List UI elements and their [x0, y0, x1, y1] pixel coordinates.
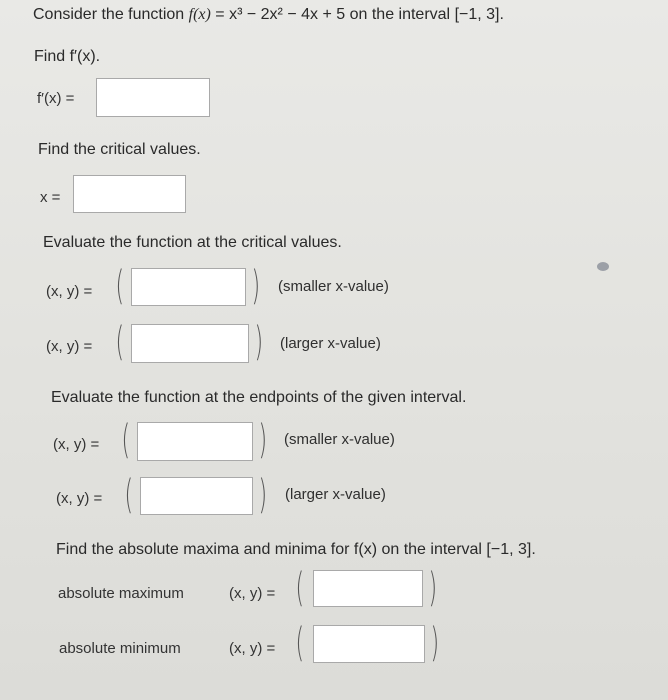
- eval-endpoints-smaller-note: (smaller x-value): [284, 431, 395, 448]
- open-paren: (: [295, 565, 305, 611]
- open-paren: (: [295, 620, 305, 666]
- close-paren: ): [254, 319, 264, 365]
- close-paren: ): [251, 263, 261, 309]
- derivative-heading: Find f′(x).: [34, 48, 101, 65]
- eval-endpoints-smaller-input[interactable]: [137, 422, 253, 461]
- smudge-mark: [597, 262, 609, 271]
- absolute-minimum-label: absolute minimum: [59, 640, 181, 657]
- problem-intro: Consider the function: [33, 6, 189, 23]
- absolute-heading: Find the absolute maxima and minima for f(x) on the interval [−1, 3].: [56, 541, 536, 558]
- eval-critical-smaller-label: (x, y) =: [46, 283, 93, 300]
- derivative-input[interactable]: [96, 78, 210, 117]
- function-body: = x³ − 2x² − 4x + 5: [210, 6, 346, 23]
- absolute-maximum-input[interactable]: [313, 570, 423, 607]
- eval-critical-larger-label: (x, y) =: [46, 338, 93, 355]
- derivative-label: f′(x) =: [37, 90, 75, 107]
- open-paren: (: [115, 319, 125, 365]
- eval-endpoints-larger-input[interactable]: [140, 477, 253, 515]
- eval-endpoints-larger-note: (larger x-value): [285, 486, 386, 503]
- eval-endpoints-heading: Evaluate the function at the endpoints of the given interval.: [51, 389, 467, 406]
- absolute-minimum-pair-label: (x, y) =: [229, 640, 276, 657]
- close-paren: ): [258, 417, 268, 463]
- eval-critical-smaller-input[interactable]: [131, 268, 246, 306]
- absolute-maximum-pair-label: (x, y) =: [229, 585, 276, 602]
- eval-critical-larger-input[interactable]: [131, 324, 249, 363]
- close-paren: ): [258, 472, 268, 518]
- critical-input[interactable]: [73, 175, 186, 213]
- interval-text: on the interval: [345, 6, 455, 23]
- open-paren: (: [115, 263, 125, 309]
- eval-endpoints-smaller-label: (x, y) =: [53, 436, 100, 453]
- absolute-maximum-label: absolute maximum: [58, 585, 184, 602]
- critical-label: x =: [40, 189, 61, 206]
- problem-statement: [33, 6, 504, 24]
- open-paren: (: [124, 472, 134, 518]
- eval-critical-smaller-note: (smaller x-value): [278, 278, 389, 295]
- eval-critical-larger-note: (larger x-value): [280, 335, 381, 352]
- function-name: f(x): [188, 6, 211, 23]
- eval-endpoints-larger-label: (x, y) =: [56, 490, 103, 507]
- close-paren: ): [428, 565, 438, 611]
- critical-heading: Find the critical values.: [38, 141, 201, 158]
- absolute-minimum-input[interactable]: [313, 625, 425, 663]
- interval-value: [−1, 3].: [454, 6, 504, 23]
- open-paren: (: [121, 417, 131, 463]
- close-paren: ): [430, 620, 440, 666]
- eval-critical-heading: Evaluate the function at the critical values.: [43, 234, 342, 251]
